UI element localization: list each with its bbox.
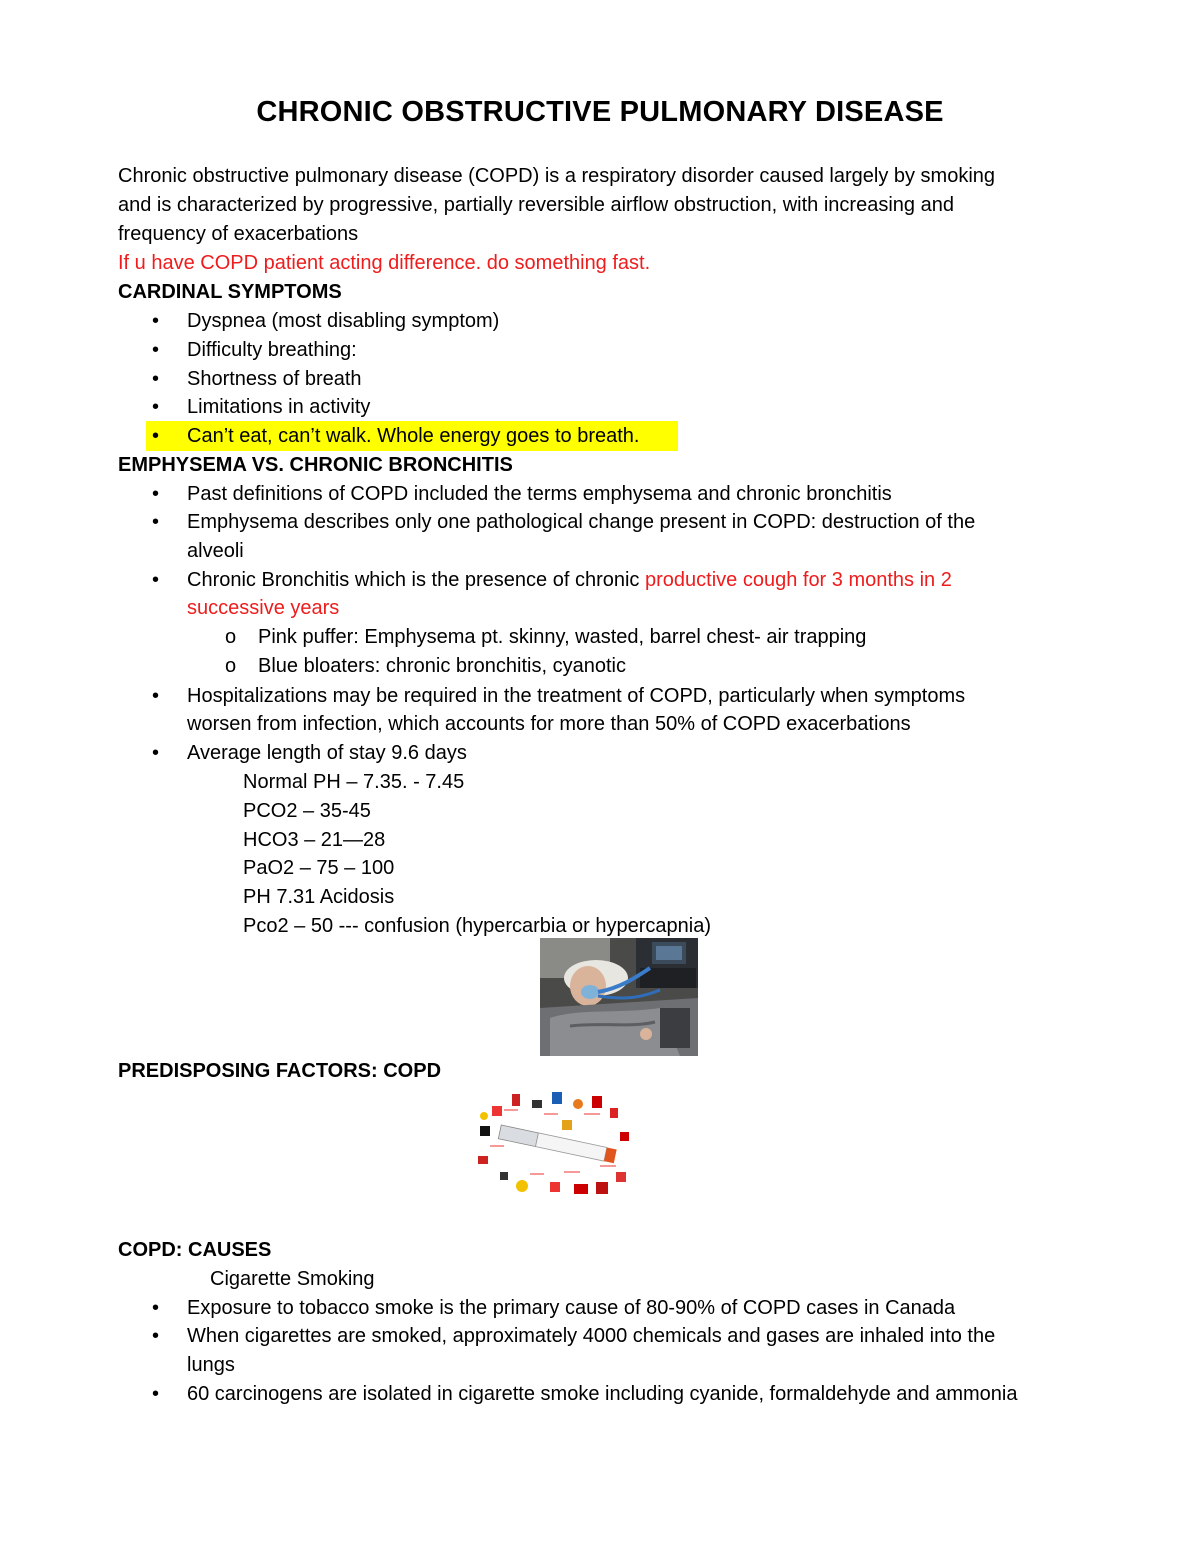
sub-bullet-icon: o xyxy=(225,655,237,677)
intro-line-3: frequency of exacerbations xyxy=(118,223,359,245)
lab-value: HCO3 – 21—28 xyxy=(243,829,386,851)
cardinal-item: Dyspnea (most disabling symptom) xyxy=(187,310,500,332)
emphysema-item: Past definitions of COPD included the terms emphysema and chronic bronchitis xyxy=(187,483,892,505)
emphysema-item xyxy=(187,566,952,595)
intro-line-1: Chronic obstructive pulmonary disease (COPD) is a respiratory disorder caused largely by smoking xyxy=(118,165,996,187)
cardinal-item: Difficulty breathing: xyxy=(187,339,357,361)
lab-value: Pco2 – 50 --- confusion (hypercarbia or hypercapnia) xyxy=(243,915,712,937)
emphysema-item: Hospitalizations may be required in the treatment of COPD, particularly when symptoms xyxy=(187,685,966,707)
patient-ventilator-photo xyxy=(540,938,698,1056)
cardinal-item: Limitations in activity xyxy=(187,396,371,418)
item-text: Chronic Bronchitis which is the presence of chronic xyxy=(187,569,645,591)
bullet-icon: • xyxy=(152,310,160,332)
bullet-icon: • xyxy=(152,339,160,361)
emphysema-item-cont: alveoli xyxy=(187,540,244,562)
intro-line-2: and is characterized by progressive, partially reversible airflow obstruction, with increasing and xyxy=(118,194,954,216)
predisposing-heading: PREDISPOSING FACTORS: COPD xyxy=(118,1060,442,1082)
bullet-icon: • xyxy=(152,425,160,447)
page-title: CHRONIC OBSTRUCTIVE PULMONARY DISEASE xyxy=(256,96,944,128)
emphysema-heading: EMPHYSEMA VS. CHRONIC BRONCHITIS xyxy=(118,454,513,476)
causes-item: Exposure to tobacco smoke is the primary cause of 80-90% of COPD cases in Canada xyxy=(187,1297,956,1319)
bullet-icon: • xyxy=(152,368,160,390)
bullet-icon: • xyxy=(152,569,160,591)
emphysema-item: Average length of stay 9.6 days xyxy=(187,742,467,764)
lab-value: PaO2 – 75 – 100 xyxy=(243,857,395,879)
bullet-icon: • xyxy=(152,742,160,764)
emphysema-item-cont: worsen from infection, which accounts for more than 50% of COPD exacerbations xyxy=(187,713,911,735)
emphysema-item: Emphysema describes only one pathological change present in COPD: destruction of the xyxy=(187,511,976,533)
emphysema-item-cont: successive years xyxy=(187,597,340,619)
sub-bullet-icon: o xyxy=(225,626,237,648)
cardinal-item-highlighted: Can’t eat, can’t walk. Whole energy goes to breath. xyxy=(187,425,640,447)
lab-value: PCO2 – 35-45 xyxy=(243,800,371,822)
lab-value: Normal PH – 7.35. - 7.45 xyxy=(243,771,465,793)
bullet-icon: • xyxy=(152,396,160,418)
bullet-icon: • xyxy=(152,1383,160,1405)
bullet-icon: • xyxy=(152,483,160,505)
predisposing-factors-diagram xyxy=(470,1086,635,1201)
bullet-icon: • xyxy=(152,685,160,707)
causes-item: 60 carcinogens are isolated in cigarette smoke including cyanide, formaldehyde and ammonia xyxy=(187,1383,1018,1405)
item-text-red: productive cough for 3 months in 2 xyxy=(645,569,952,591)
patient-photo-drawing xyxy=(540,938,698,1056)
sub-item: Pink puffer: Emphysema pt. skinny, wasted, barrel chest- air trapping xyxy=(258,626,867,648)
causes-subheading: Cigarette Smoking xyxy=(210,1268,375,1290)
causes-heading: COPD: CAUSES xyxy=(118,1239,272,1261)
sub-item: Blue bloaters: chronic bronchitis, cyanotic xyxy=(258,655,626,677)
bullet-icon: • xyxy=(152,1297,160,1319)
bullet-icon: • xyxy=(152,511,160,533)
bullet-icon: • xyxy=(152,1325,160,1347)
warning-text: If u have COPD patient acting difference. do something fast. xyxy=(118,252,651,274)
cardinal-heading: CARDINAL SYMPTOMS xyxy=(118,281,342,303)
causes-item-cont: lungs xyxy=(187,1354,235,1376)
cigarette-chemicals-drawing xyxy=(470,1086,635,1201)
lab-value: PH 7.31 Acidosis xyxy=(243,886,395,908)
causes-item: When cigarettes are smoked, approximately 4000 chemicals and gases are inhaled into the xyxy=(187,1325,996,1347)
cardinal-item: Shortness of breath xyxy=(187,368,362,390)
